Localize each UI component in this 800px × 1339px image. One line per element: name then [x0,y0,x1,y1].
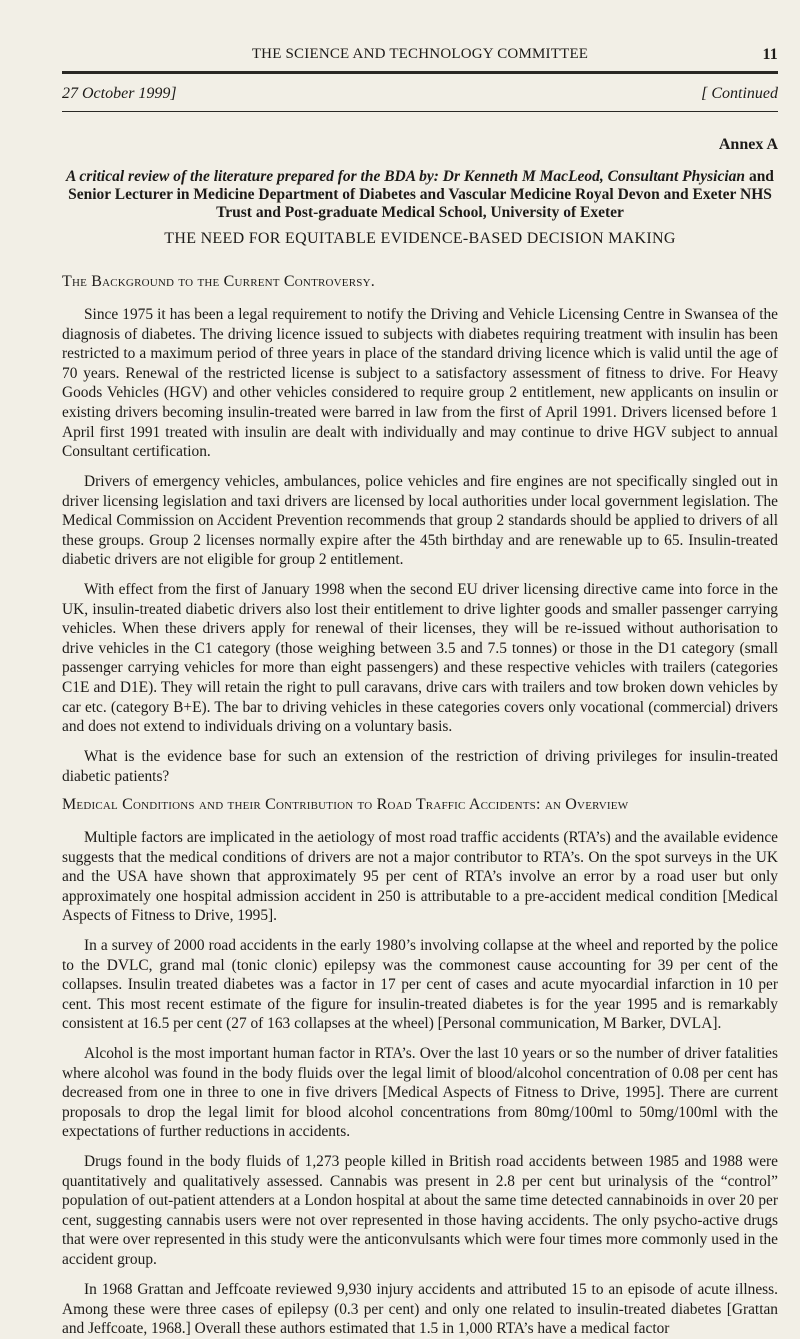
header-rule-top [62,71,778,74]
annex-label: Annex A [718,136,778,153]
paragraph: Drivers of emergency vehicles, ambulances, police vehicles and fire engines are not specifically singled out in driver licensing legislation and taxi drivers are licensed by local authorities under local government legislation. The Medical Commission on Accident Prevention recommends that group 2 standards should be applied to drivers of all these groups. Group 2 licenses normally expire after the 45th birthday and are renewable up to 65. Insulin-treated diabetic drivers are not eligible for group 2 entitlement. [62,473,778,569]
continued-label: [ Continued [701,85,778,102]
running-title: THE SCIENCE AND TECHNOLOGY COMMITTEE [251,46,589,62]
sitting-date: 27 October 1999] [62,85,177,102]
paragraph: Alcohol is the most important human factor in RTA’s. Over the last 10 years or so the number of driver fatalities where alcohol was found in the body fluids over the legal limit of blood/alcohol concentration of 0.08 per cent has decreased from one in three to one in five drivers [Medical Aspects of Fitness to Drive, 1995]. There are current proposals to drop the legal limit for blood alcohol concentrations from 80mg/100ml to 50mg/100ml with the expectations of further reductions in accidents. [62,1045,778,1141]
header-rule-bottom [62,111,778,112]
review-heading-rest: and Senior Lecturer in Medicine Department of Diabetes and Vascular Medicine Royal Devon and Exeter NHS Trust and Post-graduate Medical School, University of Exeter [68,168,774,221]
paragraph: Drugs found in the body fluids of 1,273 people killed in British road accidents between 1985 and 1988 were quantitatively and qualitatively assessed. Cannabis was present in 2.8 per cent but urinalysis of the “control” population of out-patient attenders at a London hospital at about the same time detected cannabinoids in over 20 per cent, suggesting cannabis users were not over represented in those having accidents. The only psycho-active drugs that were over represented in this study were the anticonvulsants which were four times more commonly used in the accident group. [62,1153,778,1268]
section-heading: The Background to the Current Controversy. [62,273,375,290]
section-heading: Medical Conditions and their Contribution to Road Traffic Accidents: an Overview [62,796,629,813]
paragraph: What is the evidence base for such an extension of the restriction of driving privileges for insulin-treated diabetic patients? [62,748,778,785]
page-number: 11 [762,46,778,63]
main-title: THE NEED FOR EQUITABLE EVIDENCE-BASED DECISION MAKING [164,230,676,247]
paragraph: Since 1975 it has been a legal requirement to notify the Driving and Vehicle Licensing Centre in Swansea of the diagnosis of diabetes. The driving licence issued to subjects with diabetes requiring treatment with insulin has been restricted to a maximum period of three years in place of the standard driving licence which is valid until the age of 70 years. Renewal of the restricted license is subject to a satisfactory assessment of fitness to drive. For Heavy Goods Vehicles (HGV) and other vehicles considered to require group 2 entitlement, new applicants on insulin or existing drivers becoming insulin-treated were barred in law from the first of April 1991. Drivers licensed before 1 April first 1991 treated with insulin are dealt with individually and may continue to drive HGV subject to annual Consultant certification. [62,306,778,461]
paragraph: In 1968 Grattan and Jeffcoate reviewed 9,930 injury accidents and attributed 15 to an episode of acute illness. Among these were three cases of epilepsy (0.3 per cent) and only one related to insulin-treated diabetes [Grattan and Jeffcoate, 1968.] Overall these authors estimated that 1.5 in 1,000 RTA’s have a medical factor [62,1281,778,1338]
paragraph: In a survey of 2000 road accidents in the early 1980’s involving collapse at the wheel and reported by the police to the DVLC, grand mal (tonic clonic) epilepsy was the commonest cause accounting for 39 per cent of the collapses. Insulin treated diabetes was a factor in 17 per cent of cases and acute myocardial infarction in 10 per cent. This most recent estimate of the figure for insulin-treated diabetes is for the year 1995 and is remarkably consistent at 16.5 per cent (27 of 163 collapses at the wheel) [Personal communication, M Barker, DVLA]. [62,937,778,1033]
paragraph: Multiple factors are implicated in the aetiology of most road traffic accidents (RTA’s) and the available evidence suggests that the medical conditions of drivers are not a major contributor to RTA’s. On the spot surveys in the UK and the USA have shown that approximately 95 per cent of RTA’s involve an error by a road user but only approximately one hospital admission accident in 250 is attributable to a pre-accident medical condition [Medical Aspects of Fitness to Drive, 1995]. [62,829,778,925]
paragraph: With effect from the first of January 1998 when the second EU driver licensing directive came into force in the UK, insulin-treated diabetic drivers also lost their entitlement to drive lighter goods and smaller passenger carrying vehicles. When these drivers apply for renewal of their licenses, they will be re-issued without authorisation to drive vehicles in the C1 category (those weighing between 3.5 and 7.5 tonnes) or those in the D1 category (small passenger carrying vehicles for more than eight passengers) and these respective vehicles with trailers (categories C1E and D1E). They will retain the right to pull caravans, drive cars with trailers and tow broken down vehicles by car etc. (category B+E). The bar to driving vehicles in these categories covers only vocational (commercial) drivers and does not extend to individuals driving on a voluntary basis. [62,581,778,736]
dateline [62,85,778,103]
review-heading-lead: A critical review of the literature prepared for the BDA by: Dr Kenneth M MacLeod, Consultant Physician [66,168,746,185]
review-heading [62,168,778,222]
